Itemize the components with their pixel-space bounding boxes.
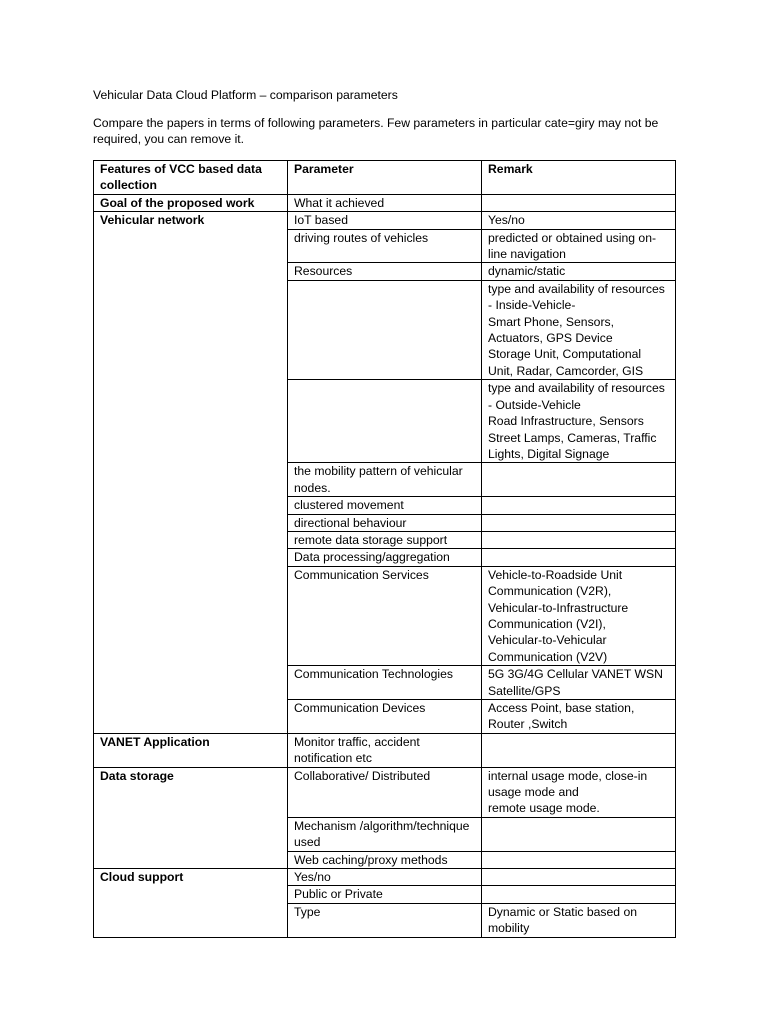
- table-row: [94, 263, 676, 280]
- feature-cell: [94, 549, 288, 566]
- table-row: [94, 886, 676, 903]
- table-row: [94, 903, 676, 937]
- table-body: [94, 194, 676, 937]
- remark-cell: [482, 549, 676, 566]
- document-title: Vehicular Data Cloud Platform – comparison parameters: [93, 88, 398, 102]
- feature-cell: Goal of the proposed work: [94, 194, 288, 211]
- feature-cell: [94, 380, 288, 463]
- feature-cell: Cloud support: [94, 869, 288, 886]
- parameter-cell: Resources: [288, 263, 482, 280]
- remark-cell: [482, 817, 676, 851]
- parameter-cell: Collaborative/ Distributed: [288, 767, 482, 817]
- parameter-cell: directional behaviour: [288, 514, 482, 531]
- feature-cell: [94, 666, 288, 700]
- table-row: [94, 194, 676, 211]
- feature-cell: [94, 851, 288, 868]
- parameter-cell: driving routes of vehicles: [288, 229, 482, 263]
- remark-cell: [482, 514, 676, 531]
- remark-cell: [482, 886, 676, 903]
- table-row: [94, 566, 676, 665]
- parameter-cell: Yes/no: [288, 869, 482, 886]
- table-row: [94, 767, 676, 817]
- feature-cell: [94, 903, 288, 937]
- parameter-cell: What it achieved: [288, 194, 482, 211]
- remark-cell: dynamic/static: [482, 263, 676, 280]
- intro-paragraph: Compare the papers in terms of following parameters. Few parameters in particular cate=giry may not be required, you can remove it.: [93, 116, 659, 147]
- table-row: [94, 666, 676, 700]
- parameter-cell: Public or Private: [288, 886, 482, 903]
- remark-cell: [482, 869, 676, 886]
- feature-cell: [94, 497, 288, 514]
- remark-cell: [482, 531, 676, 548]
- header-parameter: Parameter: [288, 161, 482, 195]
- parameter-cell: clustered movement: [288, 497, 482, 514]
- table-row: [94, 733, 676, 767]
- table-row: [94, 700, 676, 734]
- table-row: [94, 851, 676, 868]
- remark-cell: Dynamic or Static based on mobility: [482, 903, 676, 937]
- feature-cell: [94, 514, 288, 531]
- feature-cell: [94, 531, 288, 548]
- remark-cell: [482, 194, 676, 211]
- remark-cell: Access Point, base station, Router ,Switch: [482, 700, 676, 734]
- parameter-cell: [288, 380, 482, 463]
- feature-cell: [94, 886, 288, 903]
- remark-cell: [482, 851, 676, 868]
- table-row: [94, 549, 676, 566]
- parameter-cell: Communication Devices: [288, 700, 482, 734]
- remark-cell: type and availability of resources - Outside-Vehicle Road Infrastructure, Sensors Street Lamps, Cameras, Traffic Lights, Digital Signage: [482, 380, 676, 463]
- table-row: [94, 531, 676, 548]
- feature-cell: [94, 817, 288, 851]
- feature-cell: [94, 263, 288, 280]
- remark-cell: 5G 3G/4G Cellular VANET WSN Satellite/GPS: [482, 666, 676, 700]
- remark-cell: [482, 463, 676, 497]
- parameter-cell: Communication Technologies: [288, 666, 482, 700]
- comparison-table: [93, 160, 676, 938]
- feature-cell: [94, 280, 288, 379]
- parameter-cell: [288, 280, 482, 379]
- remark-cell: type and availability of resources - Inside-Vehicle- Smart Phone, Sensors, Actuators, GPS Device Storage Unit, Computational Unit, Radar, Camcorder, GIS: [482, 280, 676, 379]
- header-remark: Remark: [482, 161, 676, 195]
- table-row: [94, 497, 676, 514]
- parameter-cell: Monitor traffic, accident notification etc: [288, 733, 482, 767]
- feature-cell: [94, 229, 288, 263]
- parameter-cell: Communication Services: [288, 566, 482, 665]
- remark-cell: Vehicle-to-Roadside Unit Communication (V2R), Vehicular-to-Infrastructure Communication (V2I), Vehicular-to-Vehicular Communication (V2V): [482, 566, 676, 665]
- parameter-cell: IoT based: [288, 212, 482, 229]
- table-row: [94, 380, 676, 463]
- remark-cell: internal usage mode, close-in usage mode and remote usage mode.: [482, 767, 676, 817]
- table-row: [94, 212, 676, 229]
- table-row: [94, 463, 676, 497]
- table-header-row: [94, 161, 676, 195]
- parameter-cell: Web caching/proxy methods: [288, 851, 482, 868]
- table-row: [94, 229, 676, 263]
- feature-cell: Vehicular network: [94, 212, 288, 229]
- remark-cell: [482, 733, 676, 767]
- parameter-cell: Mechanism /algorithm/technique used: [288, 817, 482, 851]
- parameter-cell: remote data storage support: [288, 531, 482, 548]
- remark-cell: [482, 497, 676, 514]
- feature-cell: VANET Application: [94, 733, 288, 767]
- table-row: [94, 817, 676, 851]
- remark-cell: predicted or obtained using on-line navigation: [482, 229, 676, 263]
- parameter-cell: Data processing/aggregation: [288, 549, 482, 566]
- feature-cell: [94, 463, 288, 497]
- table-row: [94, 514, 676, 531]
- table-row: [94, 869, 676, 886]
- header-features: Features of VCC based data collection: [94, 161, 288, 195]
- feature-cell: Data storage: [94, 767, 288, 817]
- parameter-cell: the mobility pattern of vehicular nodes.: [288, 463, 482, 497]
- feature-cell: [94, 566, 288, 665]
- parameter-cell: Type: [288, 903, 482, 937]
- feature-cell: [94, 700, 288, 734]
- remark-cell: Yes/no: [482, 212, 676, 229]
- table-row: [94, 280, 676, 379]
